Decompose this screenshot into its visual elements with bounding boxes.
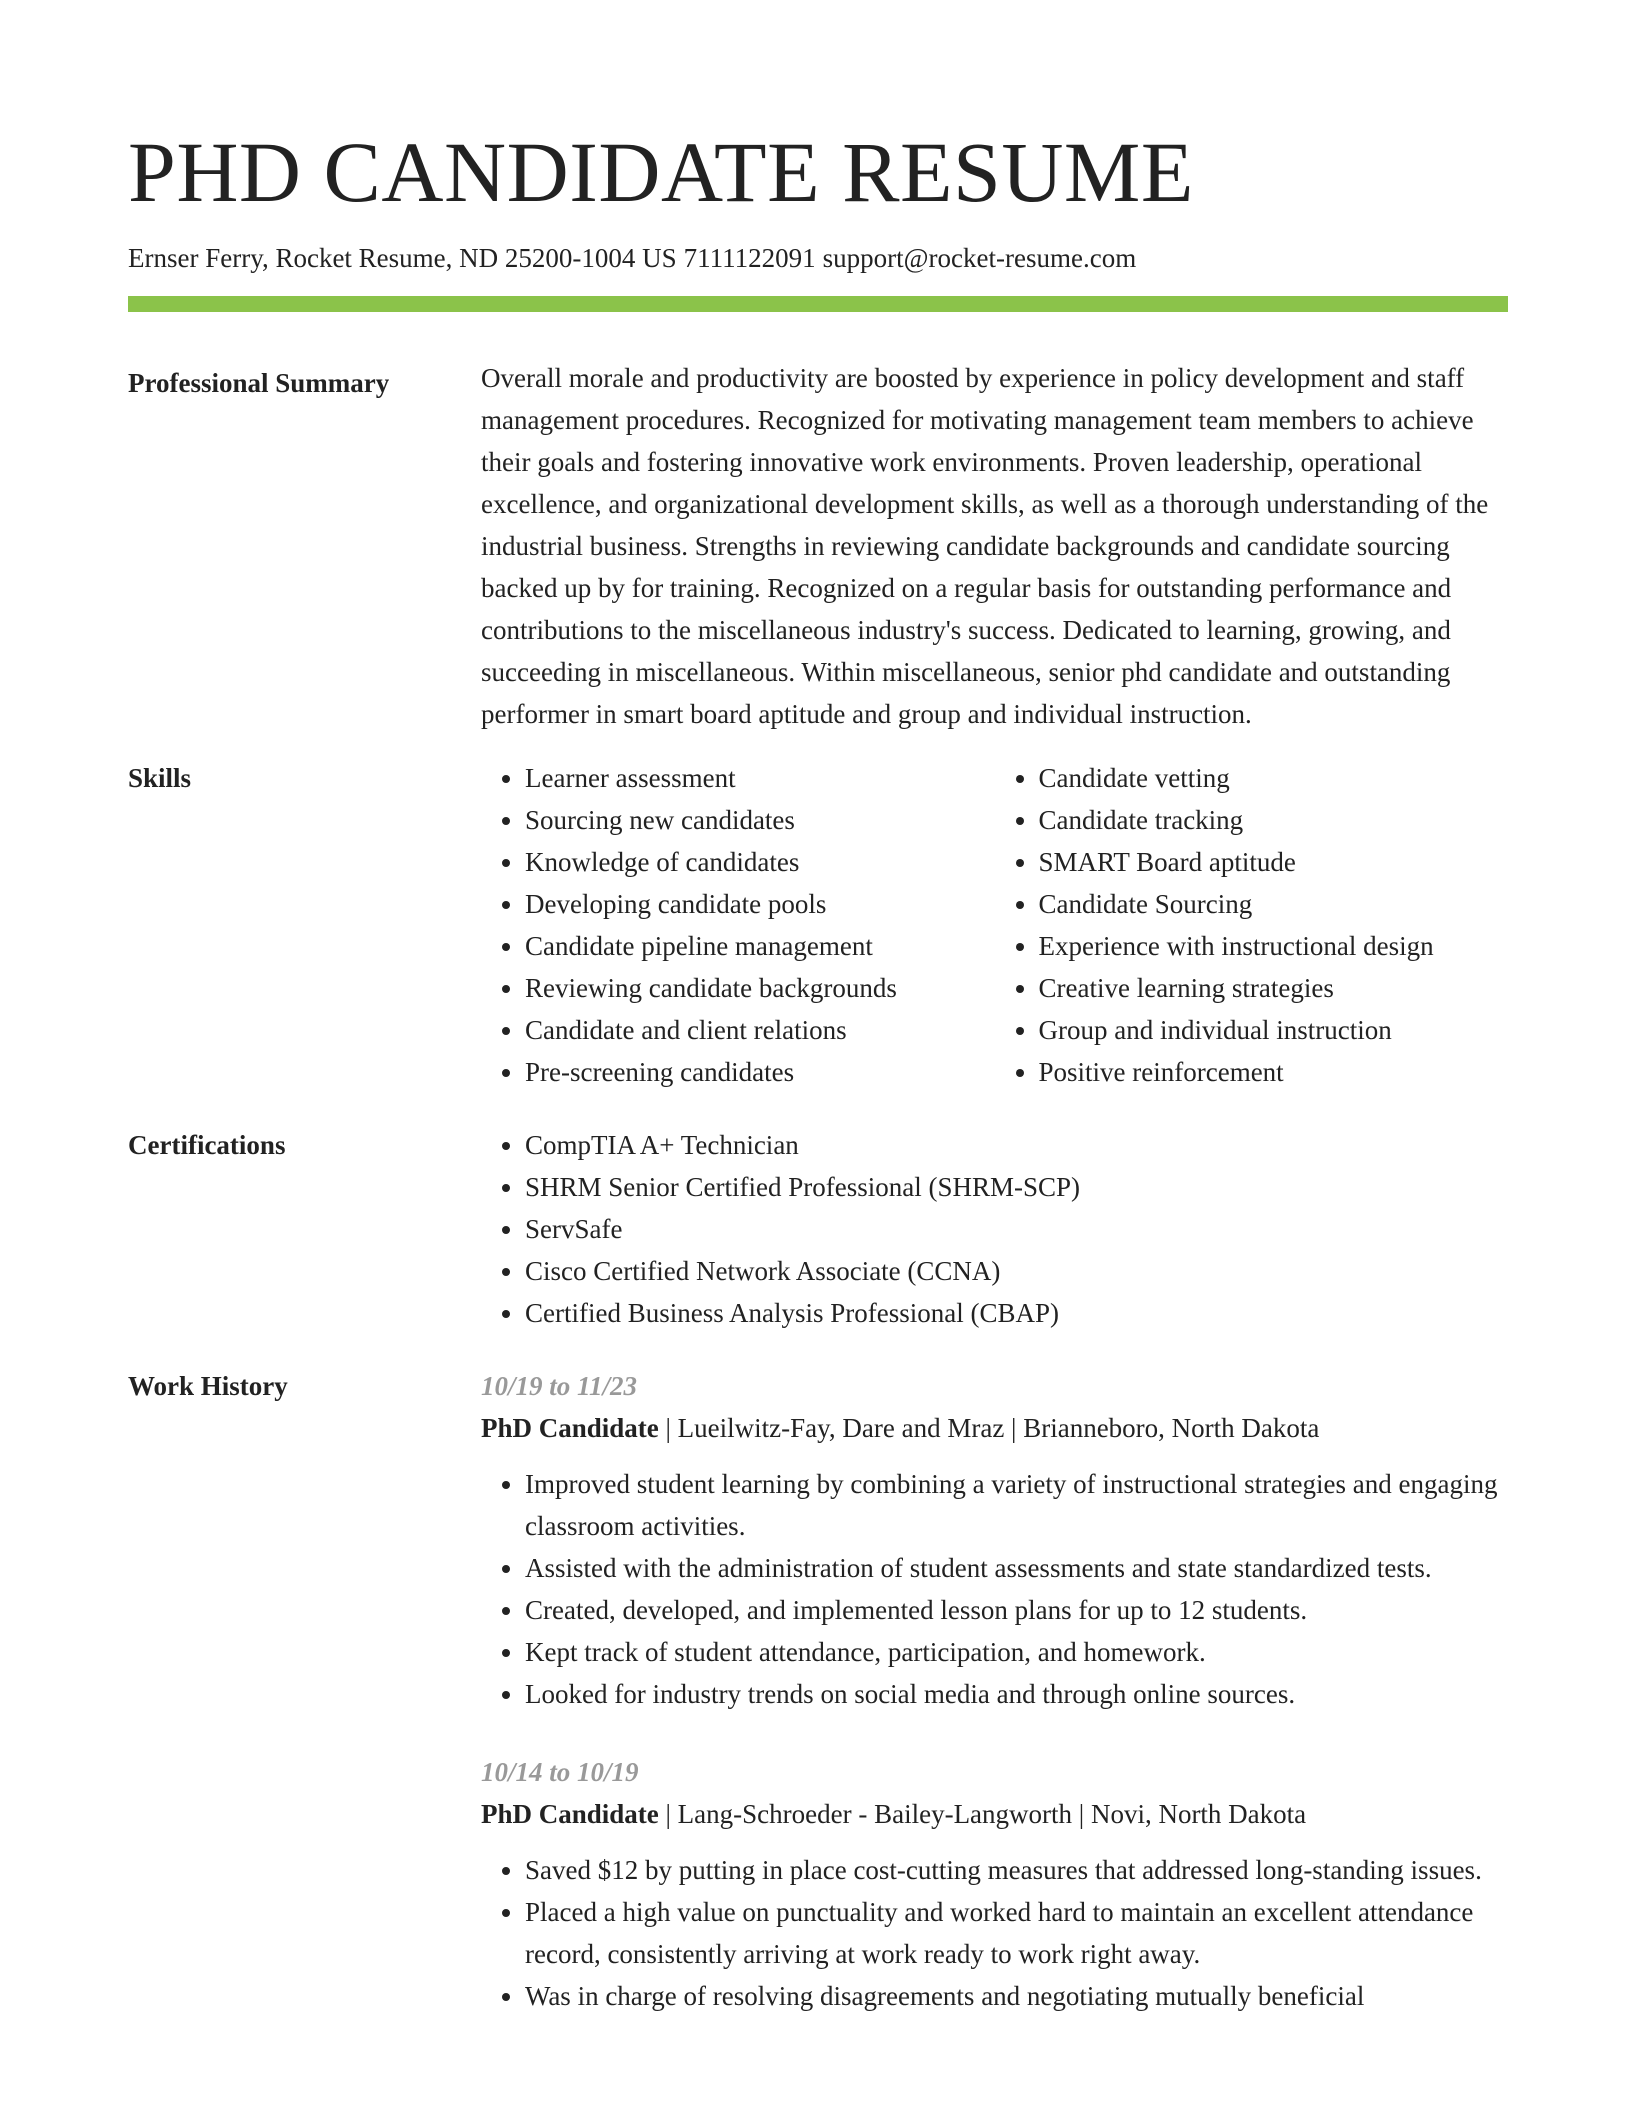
job-title: PhD Candidate: [481, 1413, 659, 1443]
certifications-section: [128, 1124, 1508, 1334]
job-entry: [481, 1365, 1508, 1715]
list-item: • SMART Board aptitude: [1039, 841, 1509, 883]
certifications-list: [481, 1124, 1508, 1334]
resume-page: [128, 0, 1508, 2017]
section-heading-skills: Skills: [128, 763, 192, 793]
list-item: • Creative learning strategies: [1039, 967, 1509, 1009]
skills-section: [128, 757, 1508, 1093]
list-item: • Candidate Sourcing: [1039, 883, 1509, 925]
list-item: • Learner assessment: [525, 757, 995, 799]
list-item: • Knowledge of candidates: [525, 841, 995, 883]
work-history-section: [128, 1365, 1508, 2017]
list-item: • Candidate vetting: [1039, 757, 1509, 799]
skills-list-right: [995, 757, 1509, 1093]
list-item: • Kept track of student attendance, participation, and homework.: [525, 1631, 1508, 1673]
list-item: • Cisco Certified Network Associate (CCNA): [525, 1250, 1508, 1292]
list-item: • Improved student learning by combining a variety of instructional strategies and engaging classroom activities.: [525, 1463, 1508, 1547]
job-title: PhD Candidate: [481, 1799, 659, 1829]
contact-phone: 7111122091: [683, 243, 816, 273]
contact-email: support@rocket-resume.com: [822, 243, 1137, 273]
summary-text: Overall morale and productivity are boosted by experience in policy development and staff management procedures. Recognized for motivating management team members to achieve their goals and fostering innovative work environments. Proven leadership, operational excellence, and organizational development skills, as well as a thorough understanding of the industrial business. Strengths in reviewing candidate backgrounds and candidate sourcing backed up by for training. Recognized on a regular basis for outstanding performance and contributions to the miscellaneous industry's success. Dedicated to learning, growing, and succeeding in miscellaneous. Within miscellaneous, senior phd candidate and outstanding performer in smart board aptitude and group and individual instruction.: [481, 363, 1489, 729]
list-item: • Created, developed, and implemented lesson plans for up to 12 students.: [525, 1589, 1508, 1631]
job-dates: 10/14 to 10/19: [481, 1757, 639, 1787]
list-item: • SHRM Senior Certified Professional (SHRM-SCP): [525, 1166, 1508, 1208]
list-item: • Placed a high value on punctuality and worked hard to maintain an excellent attendance record, consistently arriving at work ready to work right away.: [525, 1891, 1508, 1975]
job-details: | Lang-Schroeder - Bailey-Langworth | Novi, North Dakota: [665, 1799, 1307, 1829]
list-item: • Saved $12 by putting in place cost-cutting measures that addressed long-standing issues.: [525, 1849, 1508, 1891]
contact-address: Ernser Ferry, Rocket Resume, ND 25200-1004 US: [128, 243, 677, 273]
list-item: • Was in charge of resolving disagreements and negotiating mutually beneficial: [525, 1975, 1508, 2017]
list-item: • Candidate and client relations: [525, 1009, 995, 1051]
summary-section: [128, 362, 1508, 735]
resume-title: PHD CANDIDATE RESUME: [128, 124, 1194, 220]
accent-divider: [128, 296, 1508, 312]
job-details: | Lueilwitz-Fay, Dare and Mraz | Brianneboro, North Dakota: [665, 1413, 1320, 1443]
job-heading: [481, 1407, 1508, 1449]
job-dates: 10/19 to 11/23: [481, 1371, 638, 1401]
section-heading-work-history: Work History: [128, 1371, 288, 1401]
list-item: • Certified Business Analysis Professional (CBAP): [525, 1292, 1508, 1334]
skills-list-left: [481, 757, 995, 1093]
section-heading-summary: Professional Summary: [128, 368, 390, 398]
list-item: • Experience with instructional design: [1039, 925, 1509, 967]
list-item: • Group and individual instruction: [1039, 1009, 1509, 1051]
list-item: • Reviewing candidate backgrounds: [525, 967, 995, 1009]
section-heading-certifications: Certifications: [128, 1130, 286, 1160]
job-heading: [481, 1793, 1508, 1835]
job-bullets: [481, 1849, 1508, 2017]
list-item: • Sourcing new candidates: [525, 799, 995, 841]
list-item: • CompTIA A+ Technician: [525, 1124, 1508, 1166]
job-entry: [481, 1751, 1508, 2017]
list-item: • Positive reinforcement: [1039, 1051, 1509, 1093]
list-item: • Developing candidate pools: [525, 883, 995, 925]
list-item: • Assisted with the administration of student assessments and state standardized tests.: [525, 1547, 1508, 1589]
list-item: • ServSafe: [525, 1208, 1508, 1250]
list-item: • Looked for industry trends on social media and through online sources.: [525, 1673, 1508, 1715]
list-item: • Pre-screening candidates: [525, 1051, 995, 1093]
job-bullets: [481, 1463, 1508, 1715]
list-item: • Candidate pipeline management: [525, 925, 995, 967]
contact-line: [128, 242, 1508, 274]
list-item: • Candidate tracking: [1039, 799, 1509, 841]
